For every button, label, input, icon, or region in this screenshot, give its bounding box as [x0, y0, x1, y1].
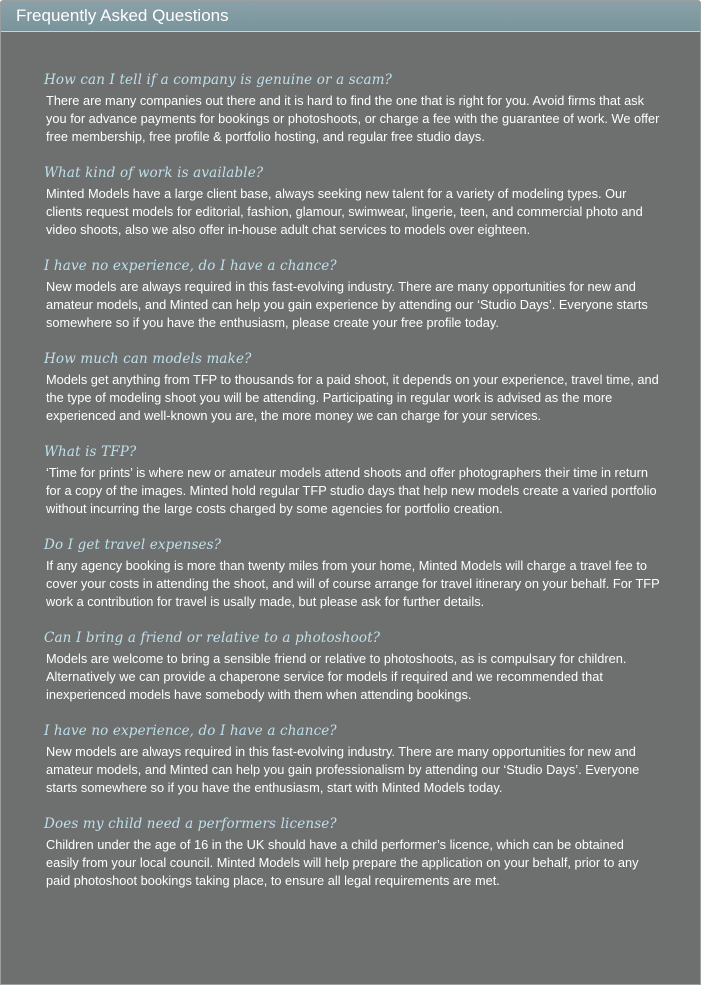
faq-question: Does my child need a performers license?	[44, 816, 337, 832]
faq-question: What kind of work is available?	[44, 165, 264, 181]
faq-question: Can I bring a friend or relative to a photoshoot?	[44, 630, 381, 646]
faq-item	[44, 721, 660, 797]
faq-item	[44, 256, 660, 332]
faq-question: I have no experience, do I have a chance?	[44, 258, 337, 274]
faq-item	[44, 70, 660, 146]
faq-answer: There are many companies out there and it is hard to find the one that is right for you. Avoid firms that ask you for advance payments for bookings or photoshoots, or charge a fee with the guarantee of work. We offer free membership, free profile & portfolio hosting, and regular free studio days.	[46, 93, 660, 144]
faq-answer: New models are always required in this fast-evolving industry. There are many opportunities for new and amateur models, and Minted can help you gain experience by attending our ‘Studio Days’. Everyone starts somewhere so if you have the enthusiasm, please create your free profile today.	[46, 279, 648, 330]
faq-question: What is TFP?	[44, 444, 137, 460]
faq-question: I have no experience, do I have a chance?	[44, 723, 337, 739]
faq-answer: ‘Time for prints’ is where new or amateur models attend shoots and offer photographers their time in return for a copy of the images. Minted hold regular TFP studio days that help new models create a varied portfolio without incurring the large costs charged by some agencies for portfolio creation.	[46, 465, 657, 516]
faq-question: How much can models make?	[44, 351, 252, 367]
faq-item	[44, 163, 660, 239]
faq-item	[44, 814, 660, 890]
faq-item	[44, 349, 660, 425]
faq-answer: Models get anything from TFP to thousands for a paid shoot, it depends on your experience, travel time, and the type of modeling shoot you will be attending. Participating in regular work is advised as the more experienced and well-known you are, the more money we can charge for your services.	[46, 372, 659, 423]
faq-answer: Children under the age of 16 in the UK should have a child performer’s licence, which can be obtained easily from your local council. Minted Models will help prepare the application on your behalf, prior to any paid photoshoot bookings taking place, to ensure all legal requirements are met.	[46, 837, 639, 888]
faq-item	[44, 535, 660, 611]
faq-question: How can I tell if a company is genuine or a scam?	[44, 72, 393, 88]
faq-item	[44, 442, 660, 518]
faq-answer: New models are always required in this fast-evolving industry. There are many opportunities for new and amateur models, and Minted can help you gain professionalism by attending our ‘Studio Days’. Everyone starts somewhere so if you have the enthusiasm, start with Minted Models today.	[46, 744, 640, 795]
faq-list	[1, 32, 700, 890]
faq-answer: If any agency booking is more than twenty miles from your home, Minted Models will charge a travel fee to cover your costs in attending the shoot, and will of course arrange for travel itinerary on your behalf. For TFP work a contribution for travel is usally made, but please ask for further details.	[46, 558, 660, 609]
faq-item	[44, 628, 660, 704]
faq-answer: Models are welcome to bring a sensible friend or relative to photoshoots, as is compulsary for children. Alternatively we can provide a chaperone service for models if required and we recommended that inexperienced models have somebody with them when attending bookings.	[46, 651, 627, 702]
page-title: Frequently Asked Questions	[1, 1, 700, 32]
faq-answer: Minted Models have a large client base, always seeking new talent for a variety of modeling types. Our clients request models for editorial, fashion, glamour, swimwear, lingerie, teen, and commercial photo and video shoots, also we also offer in-house adult chat services to models over eighteen.	[46, 186, 643, 237]
faq-question: Do I get travel expenses?	[44, 537, 222, 553]
